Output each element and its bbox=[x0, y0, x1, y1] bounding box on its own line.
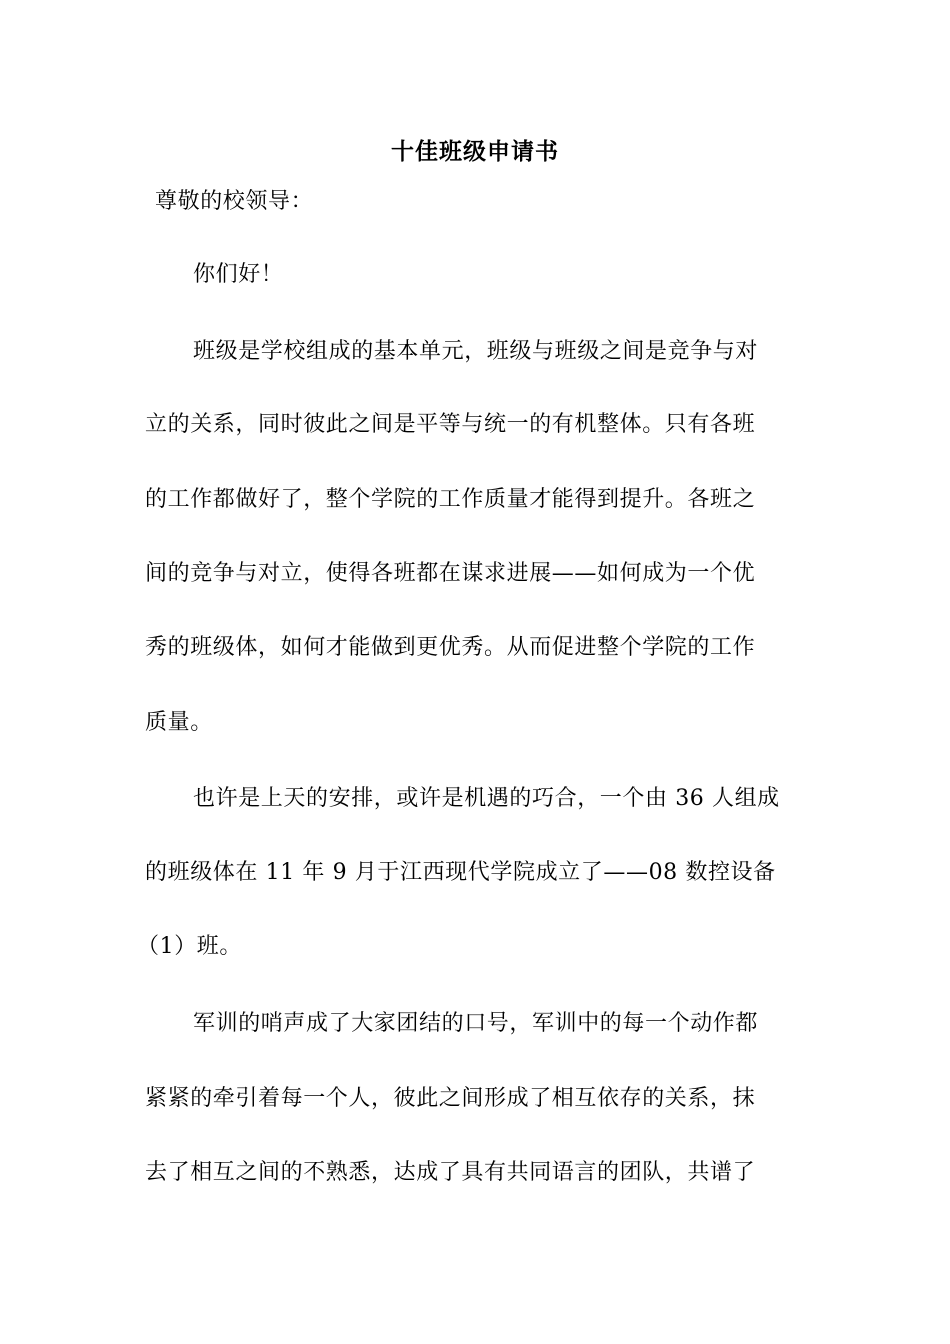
paragraph-line: 紧紧的牵引着每一个人，彼此之间形成了相互依存的关系，抹 bbox=[145, 1086, 756, 1111]
paragraph-line: 间的竞争与对立，使得各班都在谋求进展——如何成为一个优 bbox=[145, 561, 756, 586]
paragraph-line: 班级是学校组成的基本单元，班级与班级之间是竞争与对 bbox=[193, 339, 759, 364]
paragraph-line: 立的关系，同时彼此之间是平等与统一的有机整体。只有各班 bbox=[145, 412, 756, 437]
paragraph-line: 去了相互之间的不熟悉，达成了具有共同语言的团队，共谱了 bbox=[145, 1160, 756, 1185]
document-title: 十佳班级申请书 bbox=[391, 138, 559, 165]
greeting: 你们好！ bbox=[193, 262, 284, 287]
paragraph-line: （1）班。 bbox=[137, 934, 242, 959]
paragraph-line: 也许是上天的安排，或许是机遇的巧合，一个由 36 人组成 bbox=[193, 786, 780, 811]
paragraph-line: 军训的哨声成了大家团结的口号，军训中的每一个动作都 bbox=[193, 1011, 759, 1036]
paragraph-line: 的班级体在 11 年 9 月于江西现代学院成立了——08 数控设备 bbox=[145, 860, 776, 885]
paragraph-line: 质量。 bbox=[145, 710, 213, 735]
salutation: 尊敬的校领导： bbox=[155, 189, 314, 214]
paragraph-line: 秀的班级体，如何才能做到更优秀。从而促进整个学院的工作 bbox=[145, 635, 756, 660]
paragraph-line: 的工作都做好了，整个学院的工作质量才能得到提升。各班之 bbox=[145, 487, 756, 512]
